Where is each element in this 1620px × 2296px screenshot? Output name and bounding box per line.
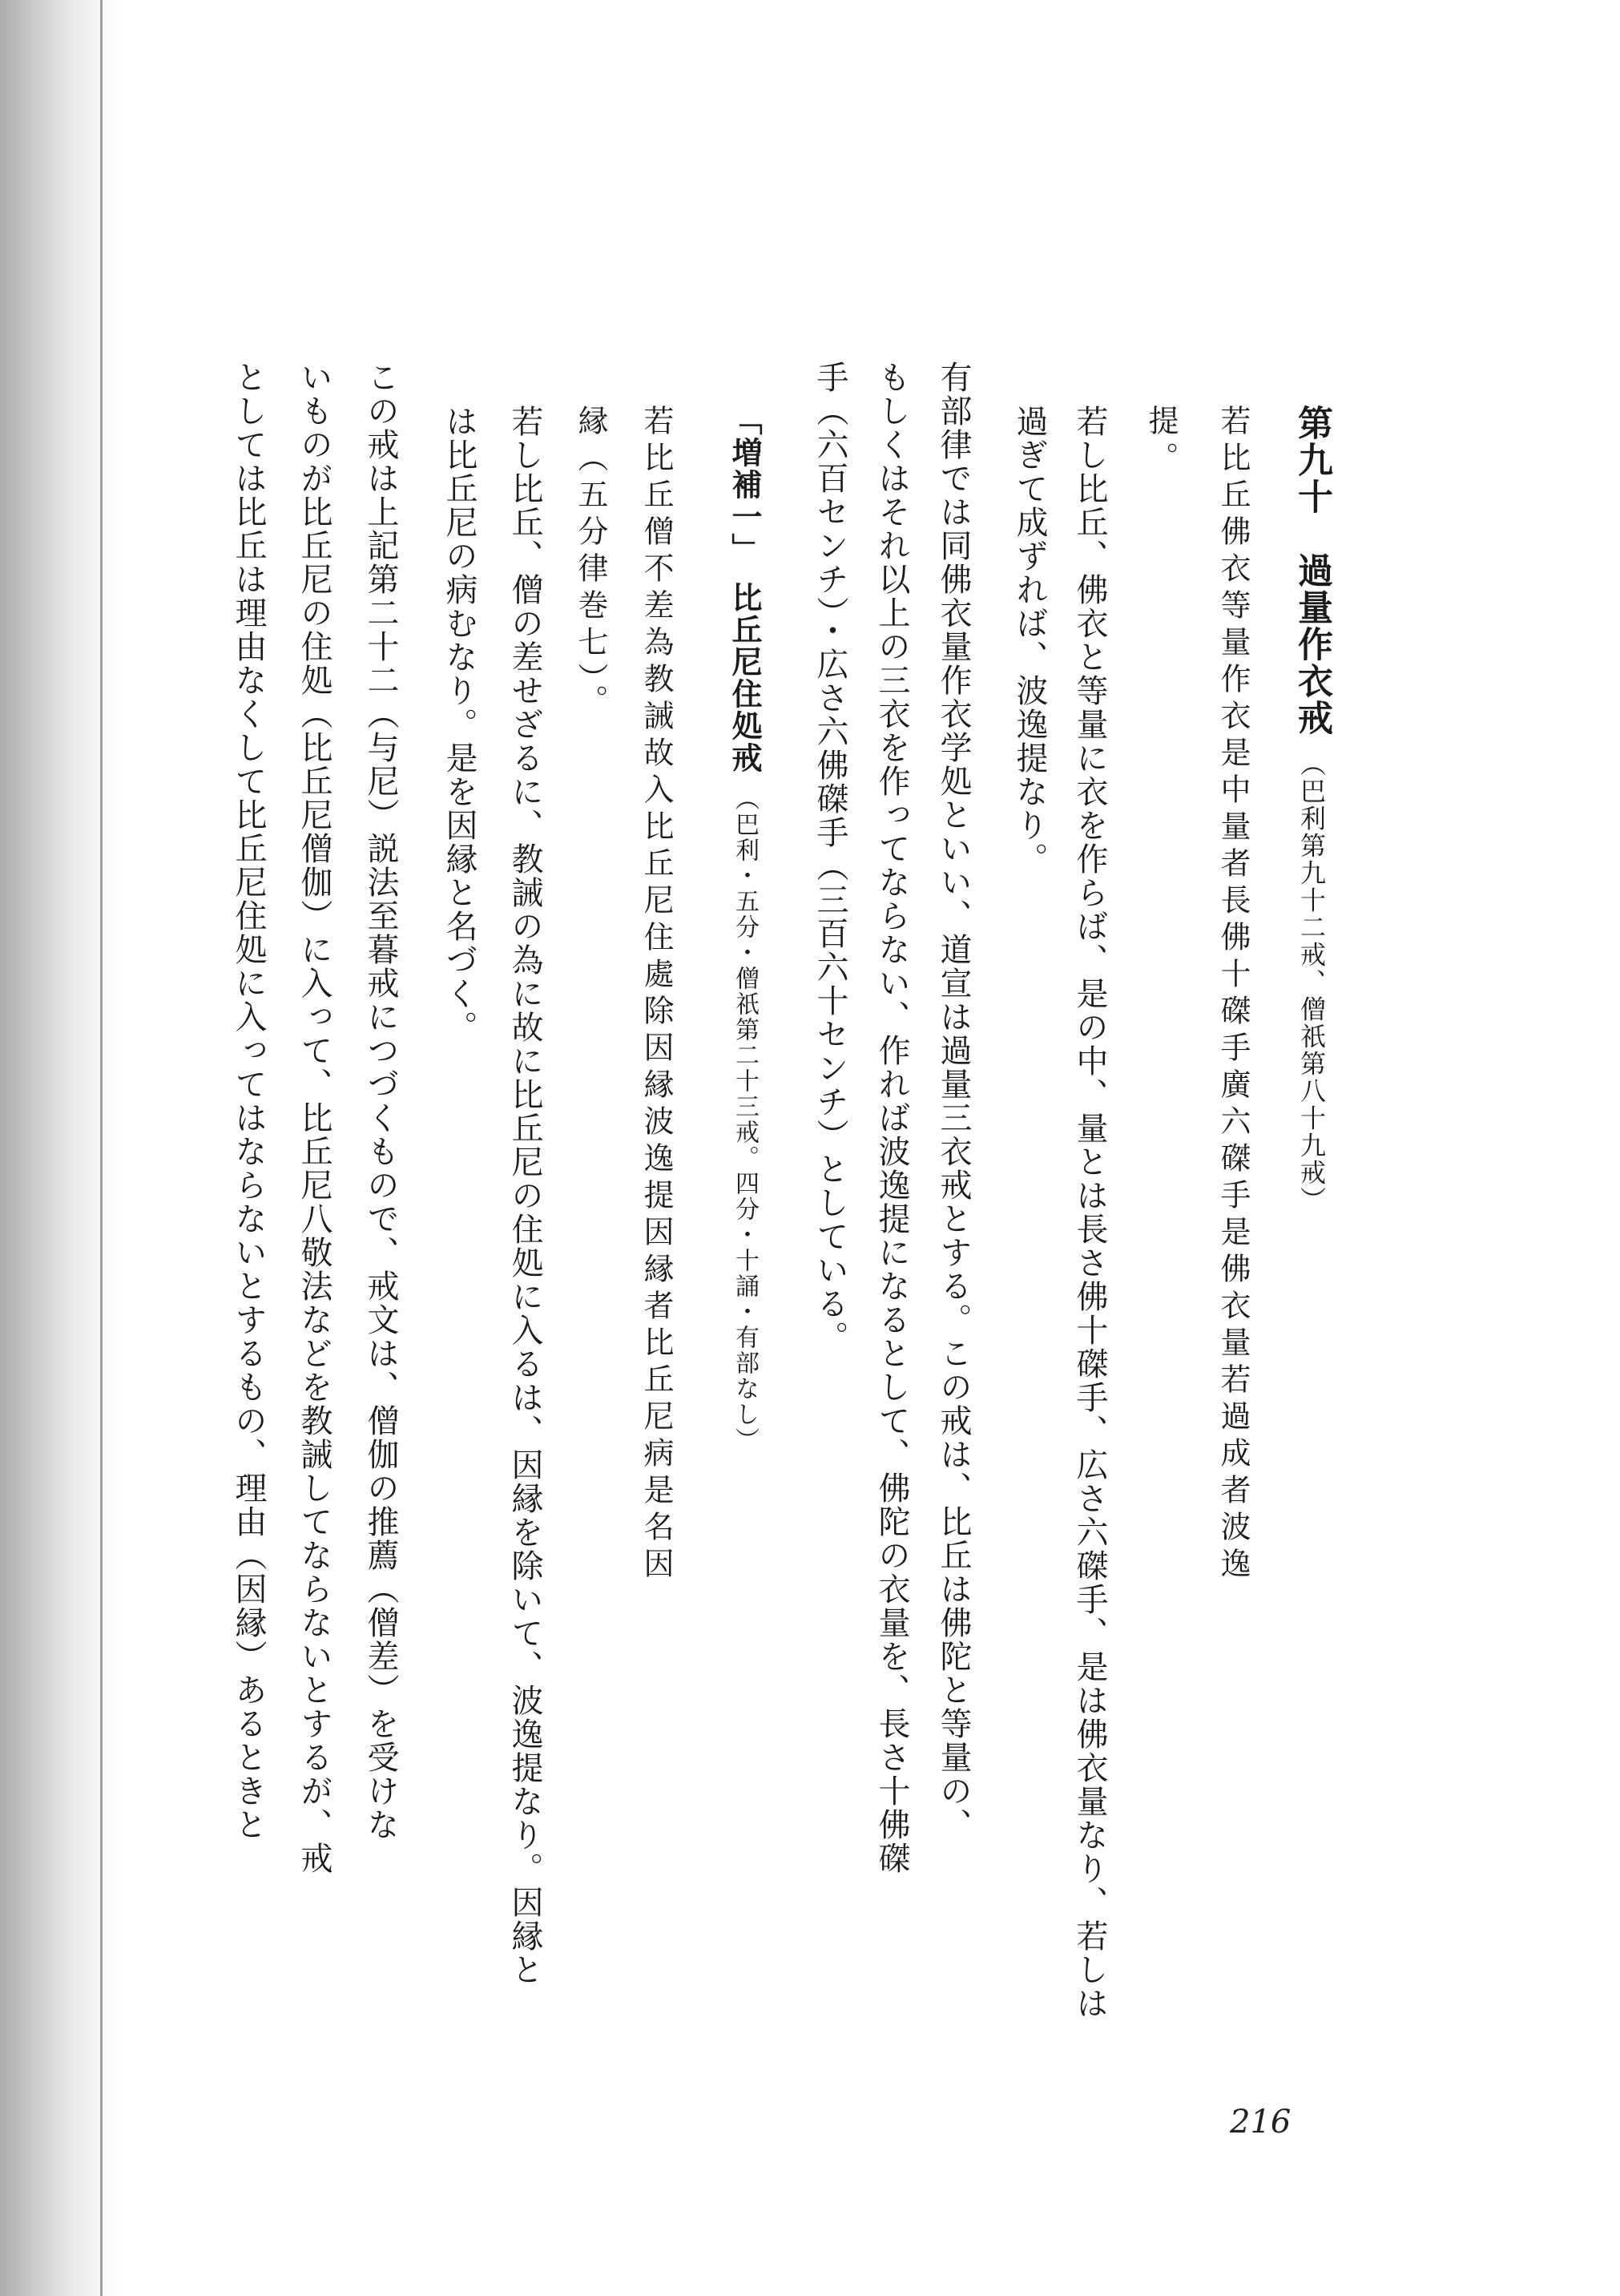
translation-line: 若し比丘、僧の差せざるに、教誡の為に故に比丘尼の住処に入るは、因縁を除いて、波逸提なり。因縁と [506, 405, 543, 1987]
subheading-title: 「増補一」 比丘尼住処戒 [727, 405, 763, 774]
commentary-line: もしくはそれ以上の三衣を作ってならない、作れば波逸提になるとして、佛陀の衣量を、長さ十佛磔 [873, 361, 910, 1875]
page-number: 216 [1230, 2104, 1292, 2141]
precept-text-line: 縁（五分律巻七）。 [573, 405, 608, 721]
subheading-note: （巴利・五分・僧祇第二十三戒。四分・十誦・有部なし） [731, 786, 759, 1454]
precept-text-line: 提。 [1143, 405, 1179, 478]
commentary-line: いものが比丘尼の住処（比丘尼僧伽）に入って、比丘尼八敬法などを教誡してならないとするが、戒 [296, 361, 332, 1875]
commentary-line: この戒は上記第二十二（与尼）説法至暮戒につづくもので、戒文は、僧伽の推薦（僧差）を受けな [362, 361, 399, 1842]
commentary-line: としては比丘は理由なくして比丘尼住処に入ってはならないとするもの、理由（因縁）あるときと [230, 361, 267, 1842]
commentary-line: 有部律では同佛衣量作衣学処といい、道宣は過量三衣戒とする。この戒は、比丘は佛陀と等量の、 [935, 361, 972, 1842]
translation-line: 過ぎて成ずれば、波逸提なり。 [1011, 405, 1048, 876]
translation-line: は比丘尼の病むなり。是を因縁と名づく。 [441, 405, 478, 1044]
commentary-line: 手（六百センチ）・広さ六佛磔手（三百六十センチ）としている。 [812, 361, 848, 1354]
precept-text-line: 若比丘佛衣等量作衣是中量者長佛十磔手廣六磔手是佛衣量若過成者波逸 [1215, 405, 1251, 1584]
precept-text-line: 若比丘僧不差為教誡故入比丘尼住處除因縁波逸提因縁者比丘尼病是名因 [639, 405, 674, 1584]
section-heading-90 [1292, 405, 1332, 1214]
heading-title: 第九十 過量作衣戒 [1292, 405, 1332, 736]
translation-line: 若し比丘、佛衣と等量に衣を作らば、是の中、量とは長さ佛十磔手、広さ六磔手、是は佛衣量なり、若しは [1071, 405, 1108, 2020]
section-heading-supplement-1 [727, 405, 763, 1454]
heading-note: （巴利第九十二戒、僧祇第八十九戒） [1296, 750, 1327, 1214]
